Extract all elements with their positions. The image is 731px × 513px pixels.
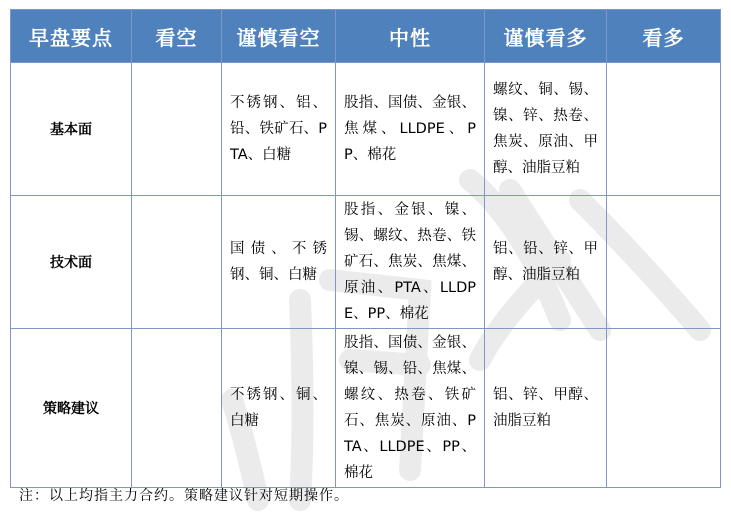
row-label: 基本面	[11, 63, 132, 196]
table-row-fundamental	[11, 63, 721, 196]
cell-cautious-bearish: 不锈钢、铜、白糖	[222, 329, 336, 488]
header-bullish: 看多	[607, 10, 721, 63]
header-cautious-bullish: 谨慎看多	[485, 10, 607, 63]
cell-bullish	[607, 329, 721, 488]
cell-bearish	[132, 63, 222, 196]
cell-cautious-bullish: 铝、锌、甲醇、油脂豆粕	[485, 329, 607, 488]
cell-bullish	[607, 63, 721, 196]
cell-cautious-bearish: 不锈钢、铝、铅、铁矿石、PTA、白糖	[222, 63, 336, 196]
cell-bearish	[132, 196, 222, 329]
footnote: 注：以上均指主力合约。策略建议针对短期操作。	[19, 488, 349, 504]
row-label: 技术面	[11, 196, 132, 329]
cell-neutral: 股指、国债、金银、镍、锡、铅、焦煤、螺纹、热卷、铁矿石、焦炭、原油、PTA、LLDPE、PP、棉花	[336, 329, 485, 488]
header-bearish: 看空	[132, 10, 222, 63]
cell-bullish	[607, 196, 721, 329]
header-row	[11, 10, 721, 63]
header-neutral: 中性	[336, 10, 485, 63]
header-summary: 早盘要点	[11, 10, 132, 63]
header-cautious-bearish: 谨慎看空	[222, 10, 336, 63]
cell-neutral: 股指、金银、镍、锡、螺纹、热卷、铁矿石、焦炭、焦煤、原油、PTA、LLDPE、PP、棉花	[336, 196, 485, 329]
table-row-strategy	[11, 329, 721, 488]
cell-neutral: 股指、国债、金银、焦煤、LLDPE、PP、棉花	[336, 63, 485, 196]
cell-cautious-bearish: 国债、不锈钢、铜、白糖	[222, 196, 336, 329]
cell-bearish	[132, 329, 222, 488]
table-row-technical	[11, 196, 721, 329]
outlook-table	[10, 9, 721, 488]
row-label: 策略建议	[11, 329, 132, 488]
cell-cautious-bullish: 铝、铅、锌、甲醇、油脂豆粕	[485, 196, 607, 329]
cell-cautious-bullish: 螺纹、铜、锡、镍、锌、热卷、焦炭、原油、甲醇、油脂豆粕	[485, 63, 607, 196]
